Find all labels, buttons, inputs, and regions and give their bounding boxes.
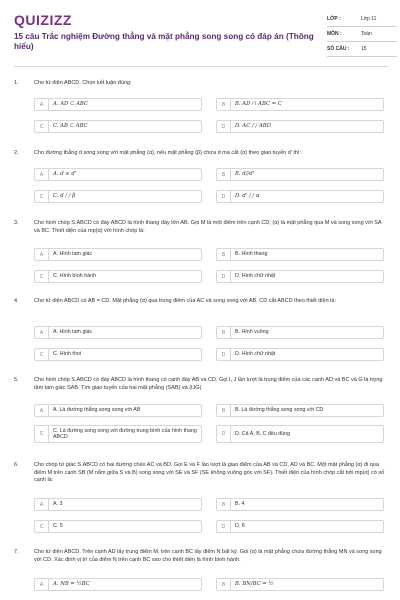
meta-label: LỚP : <box>327 16 341 22</box>
option-text: B. d//d' <box>235 171 255 178</box>
question-text: Cho tứ diện ABCD. Trên cạnh AD lấy trung điểm M, trên cạnh BC lấy điểm N bất kỳ. Gọi (α) là mặt phẳng chứa đường thẳng MN và song song với CD. Xác định vị trí của điểm N trên cạnh BC sao cho thiết diện là hình bình hành. <box>34 549 382 563</box>
question-number: 2. <box>14 150 19 156</box>
option-letter: B <box>217 249 231 260</box>
meta-label: MÔN : <box>327 31 342 37</box>
option-text: A. Là đường thẳng song song với AB <box>53 407 141 414</box>
option-letter: B <box>217 405 231 416</box>
meta-label: SỐ CÂU : <box>327 46 350 52</box>
option-a[interactable] <box>34 498 202 511</box>
question-text: Cho tứ diện ABCD. Chọn kết luận đúng: <box>34 80 132 86</box>
option-a[interactable] <box>34 168 202 181</box>
worksheet-meta <box>327 12 397 57</box>
option-d[interactable] <box>216 120 384 133</box>
option-letter: C <box>35 426 49 442</box>
option-c[interactable] <box>34 120 202 133</box>
option-text: A. 3 <box>53 501 63 508</box>
option-letter: A <box>35 499 49 510</box>
question-number: 3. <box>14 220 19 226</box>
option-text: A. Hình tam giác <box>53 329 93 336</box>
option-letter: B <box>217 169 231 180</box>
question-number: 7. <box>14 549 19 555</box>
option-a[interactable] <box>34 578 202 591</box>
option-text: A. d ≡ d' <box>53 171 77 178</box>
option-a[interactable] <box>34 98 202 111</box>
option-text: D. d' / / α <box>235 193 260 200</box>
option-c[interactable] <box>34 270 202 283</box>
option-text: B. 4 <box>235 501 245 508</box>
option-d[interactable] <box>216 520 384 533</box>
option-letter: D <box>217 349 231 360</box>
option-b[interactable] <box>216 168 384 181</box>
option-letter: A <box>35 99 49 110</box>
option-text: C. Hình thoi <box>53 351 81 358</box>
option-letter: B <box>217 499 231 510</box>
option-text: C. Là đường song song với đường trung bình của hình thang ABCD <box>53 427 197 440</box>
quizizz-logo: QUIZIZZ <box>14 12 72 28</box>
option-text: D. Cả A, B, C đều đúng <box>235 430 291 437</box>
option-letter: D <box>217 271 231 282</box>
option-a[interactable] <box>34 248 202 261</box>
option-text: C. d / / β <box>53 193 76 200</box>
question-text: Cho chóp tứ giác S.ABCD có hai đường chéo AC và BD. Gọi E và F lần lượt là giao điểm của AB và CD, AD và BC. Một mặt phẳng (α) đi qua điểm M trên cạnh SB (M nằm giữa S và B) song song với SE và SF (SE không vuông góc với SF). Thiết diện của hình chóp cắt bởi mp(α) có số cạnh là: <box>34 462 385 483</box>
option-text: A. Hình tam giác <box>53 251 93 258</box>
option-text: B. BN/BC = ½ <box>235 581 274 588</box>
option-b[interactable] <box>216 498 384 511</box>
option-letter: B <box>217 579 231 590</box>
question-number: 6. <box>14 462 19 468</box>
option-text: C. Hình bình hành <box>53 273 96 280</box>
meta-value: 15 <box>361 46 367 52</box>
option-d[interactable] <box>216 348 384 361</box>
option-text: C. AB ⊂ ABC <box>53 123 88 130</box>
option-letter: D <box>217 191 231 202</box>
meta-row-subject <box>327 27 397 42</box>
option-letter: A <box>35 249 49 260</box>
question-number: 1. <box>14 80 19 86</box>
question-text: Cho tứ diện ABCD có AB = CD. Mặt phẳng (α) qua trung điểm của AC và song song với AB, CD cắt ABCD theo thiết diện là: <box>34 298 336 304</box>
option-text: D. Hình chữ nhật <box>235 273 276 280</box>
meta-value: Toán <box>361 31 372 37</box>
option-text: A. NB = ½BC <box>53 581 90 588</box>
question-text: Cho hình chóp S.ABCD có đáy ABCD là hình thang đáy lớn AB. Gọi M là một điểm trên cạnh CD; (α) là mặt phẳng qua M và song song với SA và BC. Thiết diện của mp(α) với hình chóp là: <box>34 220 382 234</box>
option-a[interactable] <box>34 326 202 339</box>
option-text: B. Hình thang <box>235 251 268 258</box>
option-c[interactable] <box>34 520 202 533</box>
option-d[interactable] <box>216 425 384 443</box>
option-letter: B <box>217 99 231 110</box>
option-letter: D <box>217 426 231 442</box>
worksheet-title: 15 câu Trắc nghiệm Đường thẳng và mặt phẳng song song có đáp án (Thông hiểu) <box>14 32 314 51</box>
option-c[interactable] <box>34 190 202 203</box>
option-text: B. Hình vuông <box>235 329 269 336</box>
option-letter: D <box>217 521 231 532</box>
question-text: Cho đường thẳng d song song với mặt phẳng (α), nếu mặt phẳng (β) chứa d mà cắt (α) theo giao tuyến d' thì: <box>34 150 301 156</box>
option-b[interactable] <box>216 404 384 417</box>
option-b[interactable] <box>216 98 384 111</box>
option-a[interactable] <box>34 404 202 417</box>
option-letter: B <box>217 327 231 338</box>
option-text: B. AD ∩ ABC = C <box>235 101 282 108</box>
meta-value: Lớp 11 <box>361 16 377 22</box>
header-divider <box>14 66 388 67</box>
option-letter: C <box>35 521 49 532</box>
meta-row-question-count <box>327 42 397 57</box>
question-text: Cho hình chóp S.ABCD có đáy ABCD là hình thang có cạnh đáy AB và CD. Gọi I, J lần lượt là trung điểm của các cạnh AD và BC và G là trọng tâm tam giác SAB. Tìm giao tuyến của hai mặt phẳng (SAB) và (IJG) <box>34 377 383 391</box>
option-d[interactable] <box>216 190 384 203</box>
option-letter: A <box>35 327 49 338</box>
worksheet-header <box>0 0 400 66</box>
option-c[interactable] <box>34 348 202 361</box>
option-letter: A <box>35 579 49 590</box>
option-letter: D <box>217 121 231 132</box>
option-letter: A <box>35 405 49 416</box>
option-text: B. Là đường thẳng song song với CD <box>235 407 324 414</box>
option-letter: C <box>35 271 49 282</box>
option-b[interactable] <box>216 326 384 339</box>
question-number: 4. <box>14 298 19 304</box>
option-b[interactable] <box>216 248 384 261</box>
option-text: D. 6 <box>235 523 245 530</box>
meta-row-class <box>327 12 397 27</box>
option-c[interactable] <box>34 425 202 443</box>
question-number: 5. <box>14 377 19 383</box>
option-letter: A <box>35 169 49 180</box>
option-b[interactable] <box>216 578 384 591</box>
option-text: D. AC / / ABD <box>235 123 271 130</box>
option-text: A. AD ⊂ ABC <box>53 101 88 108</box>
option-letter: C <box>35 349 49 360</box>
option-d[interactable] <box>216 270 384 283</box>
option-text: D. Hình chữ nhật <box>235 351 276 358</box>
option-letter: C <box>35 191 49 202</box>
option-text: C. 5 <box>53 523 63 530</box>
option-letter: C <box>35 121 49 132</box>
